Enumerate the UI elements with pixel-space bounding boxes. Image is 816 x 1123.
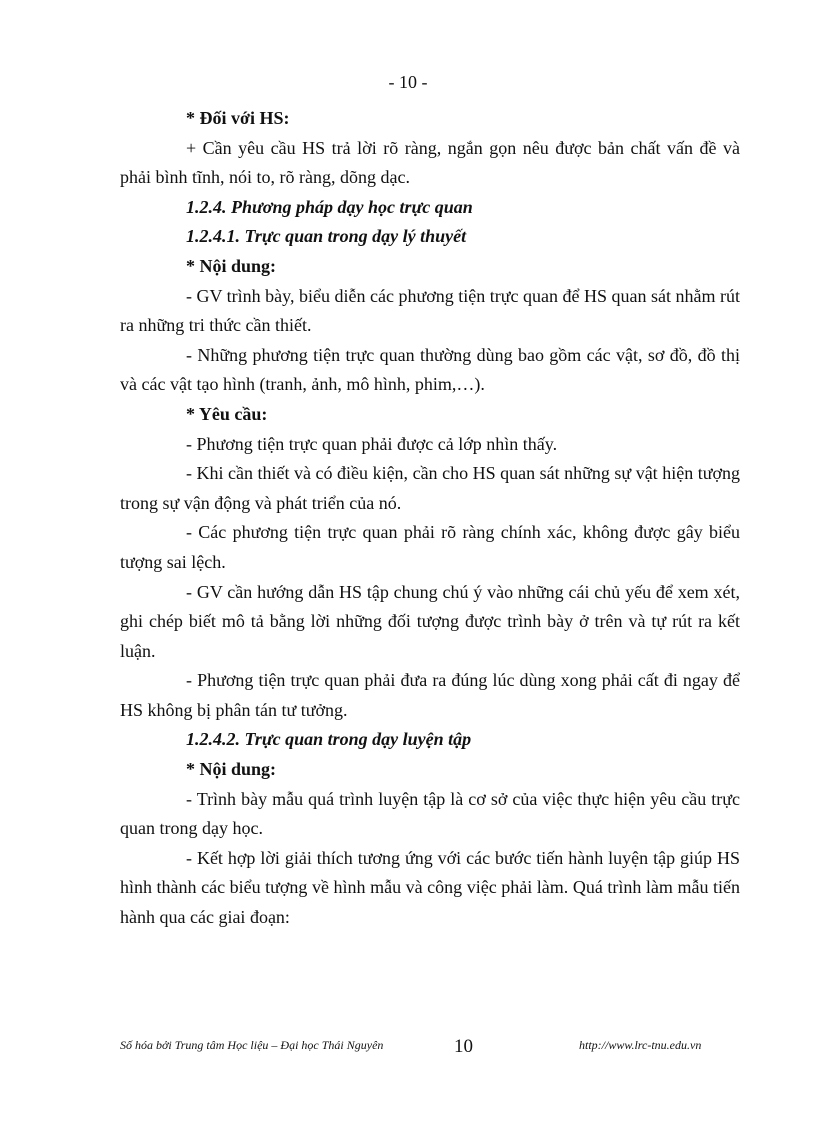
paragraph: - Các phương tiện trực quan phải rõ ràng chính xác, không được gây biểu tượng sai lệch. xyxy=(120,522,740,572)
page-footer xyxy=(120,1036,740,1066)
section-heading-1-2-4: 1.2.4. Phương pháp dạy học trực quan xyxy=(186,196,473,217)
paragraph: - Phương tiện trực quan phải đưa ra đúng lúc dùng xong phải cất đi ngay để HS không bị phân tán tư tưởng. xyxy=(120,670,740,720)
paragraph: - Trình bày mẫu quá trình luyện tập là cơ sở của việc thực hiện yêu cầu trực quan trong dạy học. xyxy=(120,788,740,839)
paragraph: - Khi cần thiết và có điều kiện, cần cho HS quan sát những sự vật hiện tượng trong sự vận động và phát triển của nó. xyxy=(120,463,740,513)
subheading-doi-voi-hs: * Đối với HS: xyxy=(186,108,290,128)
document-body xyxy=(120,104,740,933)
subheading-noi-dung-2: * Nội dung: xyxy=(186,759,277,780)
subheading-yeu-cau: * Yêu cầu: xyxy=(186,403,268,424)
paragraph: - Những phương tiện trực quan thường dùng bao gồm các vật, sơ đồ, đồ thị và các vật tạo hình (tranh, ảnh, mô hình, phim,…). xyxy=(120,344,740,395)
paragraph: - GV cần hướng dẫn HS tập chung chú ý vào những cái chủ yếu để xem xét, ghi chép biết mô tả bằng lời những đối tượng được trình bày ở trên và tự rút ra kết luận. xyxy=(120,581,740,661)
paragraph: - Kết hợp lời giải thích tương ứng với các bước tiến hành luyện tập giúp HS hình thành các biểu tượng về hình mẫu và công việc phải làm. Quá trình làm mẫu tiến hành qua các giai đoạn: xyxy=(120,847,740,928)
paragraph: + Cần yêu cầu HS trả lời rõ ràng, ngắn gọn nêu được bản chất vấn đề và phải bình tĩnh, nói to, rõ ràng, dõng dạc. xyxy=(120,137,740,188)
section-heading-1-2-4-1: 1.2.4.1. Trực quan trong dạy lý thuyết xyxy=(186,226,467,247)
subheading-noi-dung: * Nội dung: xyxy=(186,255,277,276)
paragraph: - GV trình bày, biểu diễn các phương tiện trực quan để HS quan sát nhằm rút ra những tri thức cần thiết. xyxy=(120,285,740,336)
footer-url: http://www.lrc-tnu.edu.vn xyxy=(579,1038,702,1052)
page-number-header: - 10 - xyxy=(388,72,428,92)
footer-page-number: 10 xyxy=(454,1036,473,1057)
paragraph: - Phương tiện trực quan phải được cả lớp nhìn thấy. xyxy=(186,433,558,454)
section-heading-1-2-4-2: 1.2.4.2. Trực quan trong dạy luyện tập xyxy=(186,729,472,750)
footer-attribution: Số hóa bởi Trung tâm Học liệu – Đại học Thái Nguyên xyxy=(120,1038,384,1052)
